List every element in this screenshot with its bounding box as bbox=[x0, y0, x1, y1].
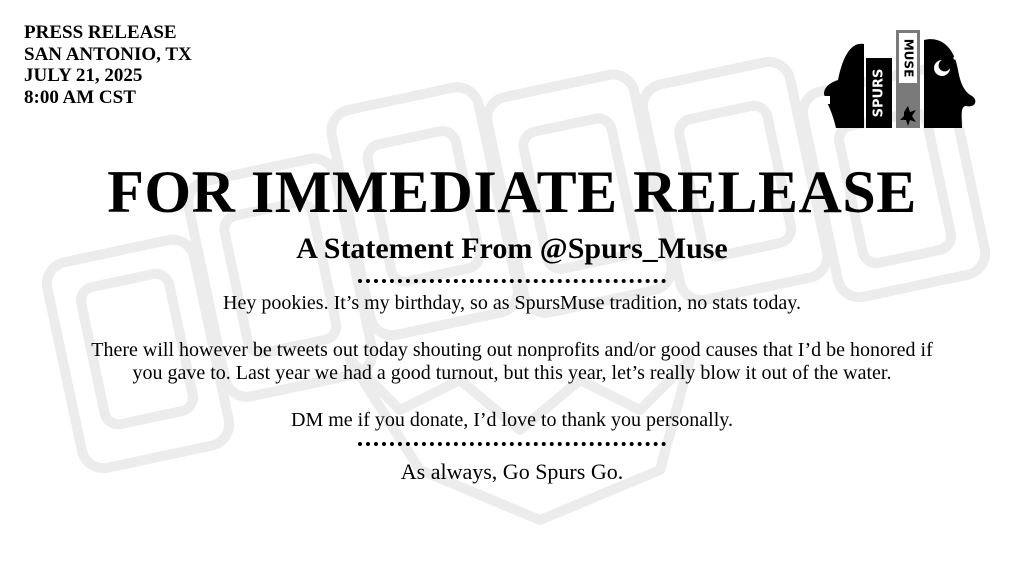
dotted-divider-bottom bbox=[358, 442, 666, 446]
statement-paragraph-2: There will however be tweets out today shouting out nonprofits and/or good causes that I’d be honored if you gave to. Last year we had a good turnout, but this year, let’s really blow it out of the water. bbox=[91, 339, 933, 384]
logo-muse-text: MUSE bbox=[901, 38, 916, 78]
statement-paragraph-1: Hey pookies. It’s my birthday, so as SpursMuse tradition, no stats today. bbox=[223, 292, 801, 314]
release-content bbox=[0, 158, 1024, 485]
statement-paragraph-3: DM me if you donate, I’d love to thank you personally. bbox=[291, 409, 733, 431]
dotted-divider-top bbox=[358, 279, 666, 283]
dateline-time: 8:00 AM CST bbox=[24, 86, 136, 108]
release-title: FOR IMMEDIATE RELEASE bbox=[107, 159, 917, 225]
press-release-header bbox=[24, 22, 192, 108]
release-subtitle: A Statement From @Spurs_Muse bbox=[296, 232, 728, 265]
dateline-location: SAN ANTONIO, TX bbox=[24, 43, 192, 65]
closing-line: As always, Go Spurs Go. bbox=[400, 459, 624, 484]
logo-left-figure bbox=[824, 44, 864, 128]
press-release-label: PRESS RELEASE bbox=[24, 22, 177, 43]
logo-right-figure bbox=[924, 39, 975, 128]
spurs-muse-logo bbox=[820, 30, 980, 136]
logo-spurs-text: SPURS bbox=[871, 68, 887, 118]
dateline-date: JULY 21, 2025 bbox=[24, 65, 143, 86]
